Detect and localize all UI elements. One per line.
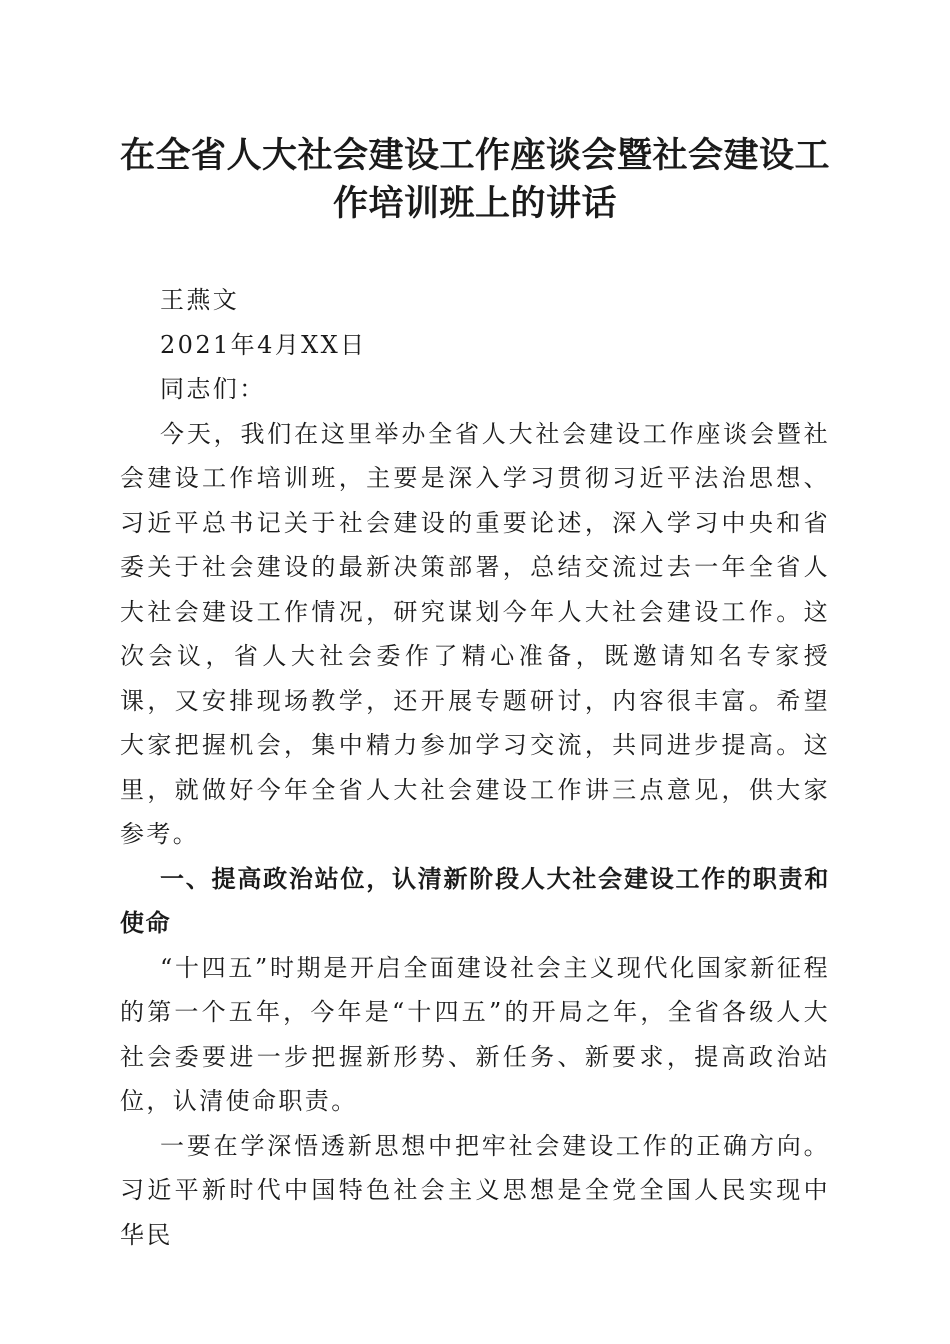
section-heading-1: 一、提高政治站位，认清新阶段人大社会建设工作的职责和使命 [120,864,830,937]
document-body [120,278,830,1257]
paragraph-section1-1: “十四五”时期是开启全面建设社会主义现代化国家新征程的第一个五年，今年是“十四五”的开局之年，全省各级人大社会委要进一步把握新形势、新任务、新要求，提高政治站位，认清使命职责。 [120,953,830,1115]
author-line: 王燕文 [160,286,240,314]
document-title: 在全省人大社会建设工作座谈会暨社会建设工作培训班上的讲话 [119,135,830,224]
date-line: 2021年4月XX日 [160,330,367,359]
salutation: 同志们： [160,375,266,403]
paragraph-intro: 今天，我们在这里举办全省人大社会建设工作座谈会暨社会建设工作培训班，主要是深入学习贯彻习近平法治思想、习近平总书记关于社会建设的重要论述，深入学习中央和省委关于社会建设的最新决策部署，总结交流过去一年全省人大社会建设工作情况，研究谋划今年人大社会建设工作。这次会议，省人大社会委作了精心准备，既邀请知名专家授课，又安排现场教学，还开展专题研讨，内容很丰富。希望大家把握机会，集中精力参加学习交流，共同进步提高。这里，就做好今年全省人大社会建设工作讲三点意见，供大家参考。 [120,419,830,848]
paragraph-section1-2: 一要在学深悟透新思想中把牢社会建设工作的正确方向。习近平新时代中国特色社会主义思想是全党全国人民实现中华民 [120,1131,830,1249]
